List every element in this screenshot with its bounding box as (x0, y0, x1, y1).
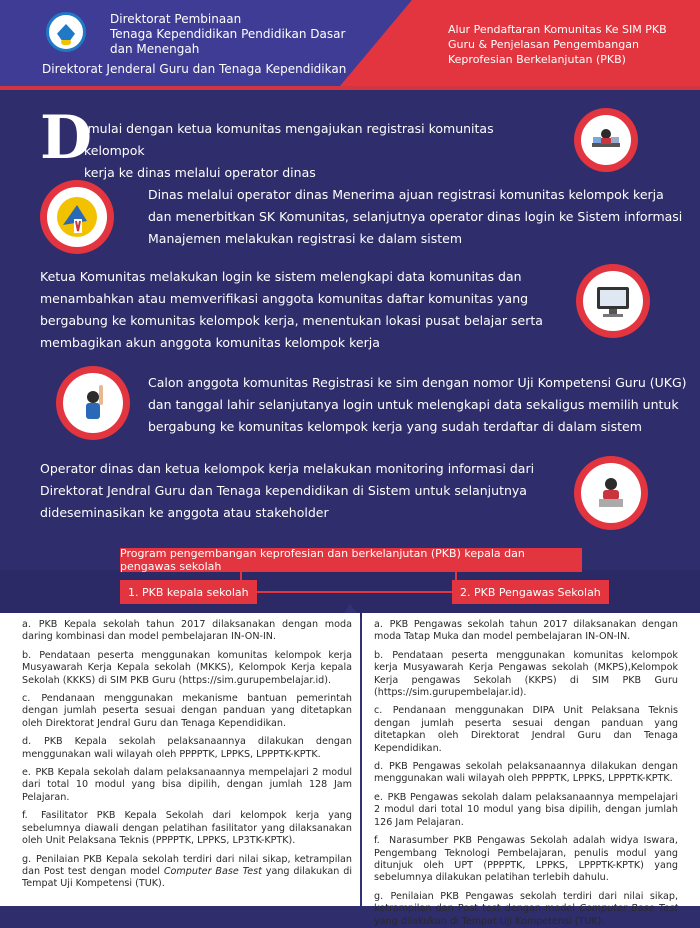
list-item-text: Narasumber PKB Pengawas Sekolah adalah widya Iswara, Pengembang Teknologi Pembelajaran, penulis modul yang ditunjuk oleh UPT (PPPPTK, LPPKS, LPPPTK-KPTK) yang sebelumnya dilakukan pelatihan terlebih dahulu. (374, 835, 678, 884)
list-item-text: PKB Pengawas sekolah tahun 2017 dilaksanakan dengan moda Tatap Muka dan model pembelajaran IN-ON-IN. (374, 619, 678, 643)
pkb-pengawas-sekolah-panel (362, 613, 700, 927)
pkb-pengawas-sekolah-list (374, 619, 678, 928)
list-item-letter: c. (374, 705, 383, 717)
step-4-line-3: bergabung ke komunitas kelompok kerja yang sudah terdaftar di dalam sistem (148, 419, 642, 434)
step-5-illustration (574, 456, 648, 530)
title-line-2: Guru & Penjelasan Pengembangan (448, 38, 639, 51)
list-item-text: PKB Pengawas sekolah dalam pelaksanaannya mempelajari 2 modul dari total 10 modul yang bisa dipilih, dengan jumlah 126 Jam Pelajaran. (374, 791, 678, 828)
list-item (22, 767, 352, 804)
step-1-dropcap: D (40, 103, 93, 173)
list-item (22, 810, 352, 847)
step-2-line-1: Dinas melalui operator dinas Menerima ajuan registrasi komunitas kelompok kerja (148, 187, 664, 202)
title-line-3: Keprofesian Berkelanjutan (PKB) (448, 53, 626, 66)
list-item-letter: b. (22, 649, 32, 661)
list-item (374, 761, 678, 786)
title-line-1: Alur Pendaftaran Komunitas Ke SIM PKB (448, 23, 667, 36)
list-item-letter: a. (374, 619, 383, 630)
step-5-line-3: dideseminasikan ke anggota atau stakeholder (40, 505, 329, 520)
list-item-text: Pendataan peserta menggunakan komunitas kelompok kerja Musyawarah Kerja Kepala sekolah (MKKS), Kelompok Kerja kepala Sekolah (KKKS) di SIM PKB Guru (https://sim.gurupembelajar.id). (22, 649, 352, 686)
org-line-3: dan Menengah (110, 42, 200, 56)
list-item-text-before: Penilaian PKB Kepala sekolah terdiri dari nilai sikap, ketrampilan dan Post test dengan model (22, 853, 352, 877)
list-item-letter: f. (22, 810, 28, 822)
step-1-illustration (574, 108, 638, 172)
organization-name (110, 12, 345, 57)
page-title (448, 22, 688, 67)
list-item (22, 619, 352, 644)
step-3-line-2: menambahkan atau memverifikasi anggota komunitas daftar komunitas yang (40, 291, 529, 306)
step-3-illustration (576, 264, 650, 338)
list-item-text: PKB Kepala sekolah tahun 2017 dilaksanakan dengan moda daring kombinasi dan model pembelajaran IN-ON-IN. (22, 619, 352, 643)
list-item-text: PKB Pengawas sekolah pelaksanaannya dilakukan dengan menggunakan wali wilayah oleh PPPPTK, LPPKS, LPPPTK-KPTK. (374, 761, 678, 785)
list-item-text-after: yang dilakukan di Tempat Uji Kompetensi (TUK). (22, 865, 352, 890)
header-divider (0, 86, 700, 90)
step-4-illustration (56, 366, 130, 440)
list-item-text-after: yang dilakukan di Tempat Uji Kompetensi (TUK). (374, 915, 605, 927)
tab-pkb-pengawas-sekolah: 2. PKB Pengawas Sekolah (452, 580, 609, 604)
computer-icon (583, 271, 643, 331)
list-item-letter: c. (22, 693, 31, 705)
step-2-text (148, 184, 688, 250)
step-2-line-3: Manajemen melakukan registrasi ke dalam sistem (148, 231, 463, 246)
list-item (374, 891, 678, 928)
list-item-text: Pendanaan menggunakan DIPA Unit Pelaksana Teknis dengan jumlah peserta sesuai dengan panduan yang ditetapkan oleh Direktorat Jendral Guru dan Tenaga Kependidikan. (374, 705, 678, 754)
list-item (22, 650, 352, 687)
list-item-letter: d. (374, 761, 384, 773)
pkb-kepala-sekolah-list (22, 619, 352, 891)
raising-hand-icon (63, 373, 123, 433)
list-item-text: Pendanaan menggunakan mekanisme bantuan pemerintah dengan jumlah peserta sesuai dengan panduan yang ditetapkan oleh Direktorat Jendral Guru dan Tenaga Kependidikan. (22, 693, 352, 729)
person-at-desk-icon (581, 115, 631, 165)
list-item (374, 792, 678, 829)
step-1-text (84, 118, 554, 184)
pkb-banner: Program pengembangan keprofesian dan berkelanjutan (PKB) kepala dan pengawas sekolah (120, 548, 582, 572)
list-item (22, 854, 352, 891)
step-5-text (40, 458, 560, 524)
pkb-kepala-sekolah-panel (0, 613, 360, 906)
list-item-text-italic: Computer Base Test (579, 903, 679, 915)
list-item (22, 736, 352, 761)
org-line-2: Tenaga Kependidikan Pendidikan Dasar (110, 27, 346, 41)
step-2-illustration (40, 180, 114, 254)
step-1-line-2: kerja ke dinas melalui operator dinas (84, 165, 316, 180)
list-item (374, 619, 678, 644)
list-item (374, 835, 678, 885)
branch-connector-horizontal (240, 591, 456, 593)
step-4-text (148, 372, 688, 438)
step-5-line-1: Operator dinas dan ketua kelompok kerja melakukan monitoring informasi dari (40, 461, 535, 476)
step-3-line-1: Ketua Komunitas melakukan login ke sistem melengkapi data komunitas dan (40, 269, 522, 284)
list-item (374, 705, 678, 755)
tab-pkb-kepala-sekolah: 1. PKB kepala sekolah (120, 580, 257, 604)
step-5-line-2: Direktorat Jendral Guru dan Tenaga kependidikan di Sistem untuk selanjutnya (40, 483, 527, 498)
list-item-text: Fasilitator PKB Kepala Sekolah dari kelompok kerja yang sebelumnya diawali dengan pelatihan fasilitator yang dilaksanakan oleh Unit Pelaksana Teknis (PPPPTK, LPPKS, LP3TK-KPTK). (22, 810, 352, 847)
org-line-1: Direktorat Pembinaan (110, 12, 242, 26)
org-line-4: Direktorat Jenderal Guru dan Tenaga Kependidikan (42, 62, 347, 76)
list-item (22, 693, 352, 730)
list-item-letter: e. (374, 791, 383, 803)
header-band (0, 0, 700, 86)
step-3-line-4: membagikan akun anggota komunitas kelompok kerja (40, 335, 380, 350)
list-item-letter: g. (374, 890, 384, 902)
list-item-letter: d. (22, 736, 32, 748)
list-item-letter: g. (22, 853, 32, 865)
list-item-letter: f. (374, 835, 380, 847)
list-item (374, 650, 678, 700)
step-2-line-2: dan menerbitkan SK Komunitas, selanjutnya operator dinas login ke Sistem informasi (148, 209, 683, 224)
step-3-line-3: bergabung ke komunitas kelompok kerja, menentukan lokasi pusat belajar serta (40, 313, 543, 328)
officer-icon (47, 187, 107, 247)
step-4-line-2: dan tanggal lahir selanjutanya login untuk melengkapi data sekaligus memilih untuk (148, 397, 679, 412)
person-with-laptop-icon (581, 463, 641, 523)
step-3-text (40, 266, 560, 354)
list-item-letter: b. (374, 649, 384, 661)
list-item-text-italic: Computer Base Test (163, 865, 262, 877)
list-item-text: PKB Kepala sekolah pelaksanaannya dilakukan dengan menggunakan wali wilayah oleh PPPPTK, LPPKS, LPPPTK-KPTK. (22, 736, 352, 760)
list-item-letter: a. (22, 619, 31, 630)
tut-wuri-handayani-logo-icon (46, 12, 86, 52)
list-item-text-before: Penilaian PKB Pengawas sekolah terdiri dari nilai sikap, ketrampilan dan Post test dengan model (374, 890, 678, 915)
list-item-text: PKB Kepala sekolah dalam pelaksanaannya mempelajari 2 modul dari total 10 modul yang bisa dipilih, dengan jumlah 128 Jam Pelajaran. (22, 767, 352, 803)
list-item-letter: e. (22, 767, 31, 779)
list-item-text: Pendataan peserta menggunakan komunitas kelompok kerja Musyawarah Kerja Pengawas sekolah (MKPS),Kelompok Kerja pengawas Sekolah (KKPS) di SIM PKB Guru (https://sim.gurupembelajar.id). (374, 649, 678, 699)
step-1-line-1: imulai dengan ketua komunitas mengajukan registrasi komunitas kelompok (84, 121, 494, 158)
step-4-line-1: Calon anggota komunitas Registrasi ke sim dengan nomor Uji Kompetensi Guru (UKG) (148, 375, 687, 390)
